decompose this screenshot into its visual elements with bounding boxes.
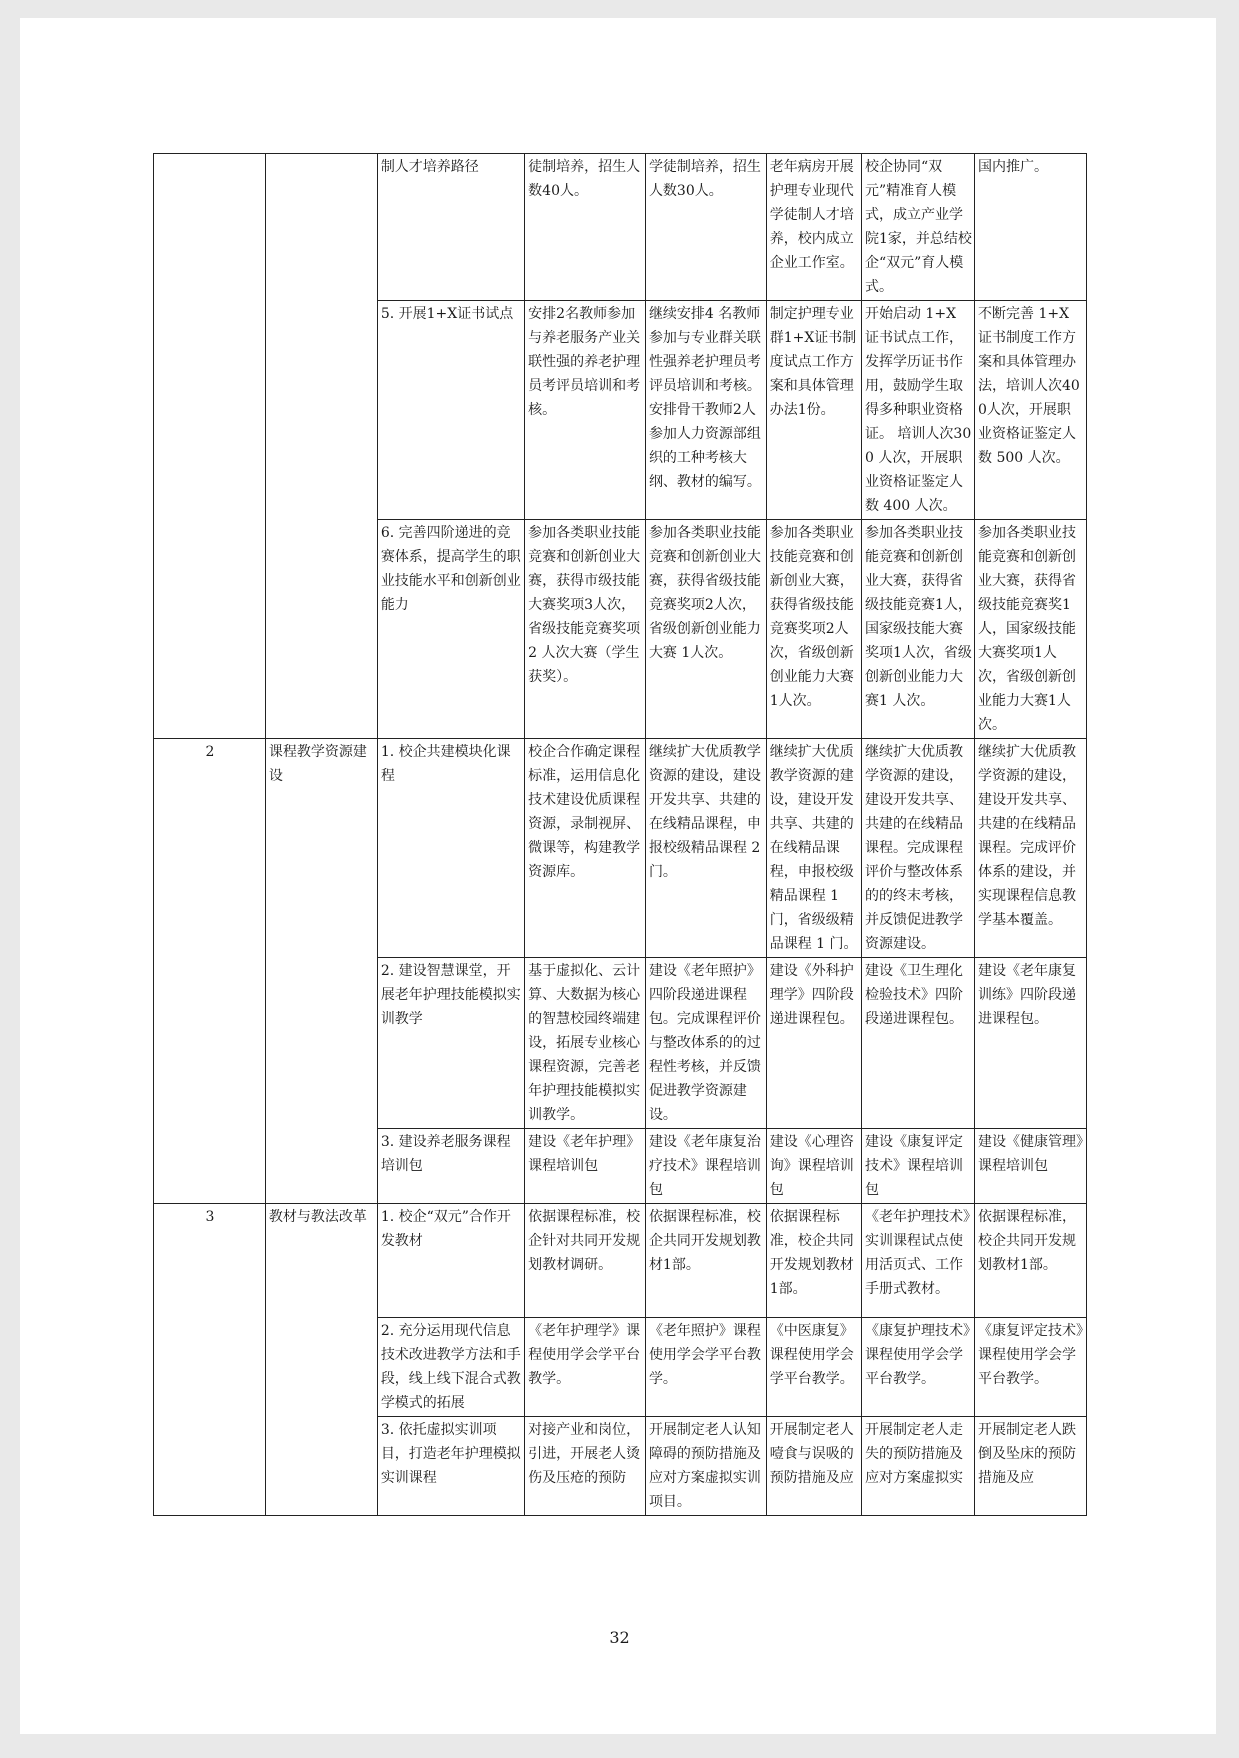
year3-cell: 开展制定老人噎食与误吸的预防措施及应 bbox=[766, 1417, 861, 1516]
year1-cell: 校企合作确定课程标准，运用信息化技术建设优质课程资源，录制视屏、微课等，构建教学资源库。 bbox=[525, 739, 646, 958]
year4-cell: 参加各类职业技能竞赛和创新创业大赛，获得省级技能竞赛1人，国家级技能大赛奖项1人次，省级创新创业能力大赛1 人次。 bbox=[861, 520, 974, 739]
project-no-cell: 2 bbox=[154, 739, 266, 1204]
task-cell: 制人才培养路径 bbox=[377, 154, 524, 301]
project-no-cell bbox=[154, 154, 266, 739]
year4-cell: 开始启动 1+X 证书试点工作，发挥学历证书作用，鼓励学生取得多种职业资格证。 培训人次300 人次，开展职业资格证鉴定人数 400 人次。 bbox=[861, 301, 974, 520]
table-row bbox=[154, 739, 1087, 958]
year3-cell: 建设《外科护理学》四阶段递进课程包。 bbox=[766, 958, 861, 1129]
project-no-cell: 3 bbox=[154, 1204, 266, 1516]
year5-cell: 开展制定老人跌倒及坠床的预防措施及应 bbox=[975, 1417, 1087, 1516]
year3-cell: 《中医康复》课程使用学会学平台教学。 bbox=[766, 1318, 861, 1417]
year4-cell: 《康复护理技术》课程使用学会学平台教学。 bbox=[861, 1318, 974, 1417]
year2-cell: 继续扩大优质教学资源的建设，建设开发共享、共建的在线精品课程，申报校级精品课程 2 门。 bbox=[645, 739, 766, 958]
year3-cell: 制定护理专业群1+X证书制度试点工作方案和具体管理办法1份。 bbox=[766, 301, 861, 520]
year1-cell: 《老年护理学》课程使用学会学平台教学。 bbox=[525, 1318, 646, 1417]
year5-cell: 不断完善 1+X 证书制度工作方案和具体管理办法，培训人次400人次，开展职业资格证鉴定人数 500 人次。 bbox=[975, 301, 1087, 520]
task-cell: 2. 建设智慧课堂，开展老年护理技能模拟实训教学 bbox=[377, 958, 524, 1129]
year4-cell: 校企协同“双元”精准育人模式，成立产业学院1家，并总结校企“双元”育人模式。 bbox=[861, 154, 974, 301]
document-page bbox=[20, 18, 1216, 1734]
year2-cell: 学徒制培养，招生人数30人。 bbox=[645, 154, 766, 301]
year4-cell: 建设《卫生理化检验技术》四阶段递进课程包。 bbox=[861, 958, 974, 1129]
year1-cell: 徒制培养，招生人数40人。 bbox=[525, 154, 646, 301]
year4-cell: 《老年护理技术》实训课程试点使用活页式、工作手册式教材。 bbox=[861, 1204, 974, 1318]
year1-cell: 对接产业和岗位，引进，开展老人烫伤及压疮的预防 bbox=[525, 1417, 646, 1516]
construction-plan-table bbox=[153, 153, 1087, 1516]
year4-cell: 建设《康复评定技术》课程培训包 bbox=[861, 1129, 974, 1204]
task-cell: 1. 校企共建模块化课程 bbox=[377, 739, 524, 958]
year2-cell: 依据课程标准，校企共同开发规划教材1部。 bbox=[645, 1204, 766, 1318]
year5-cell: 依据课程标准，校企共同开发规划教材1部。 bbox=[975, 1204, 1087, 1318]
year3-cell: 继续扩大优质教学资源的建设，建设开发共享、共建的在线精品课程，申报校级精品课程 1门，省级级精品课程 1 门。 bbox=[766, 739, 861, 958]
task-cell: 5. 开展1+X证书试点 bbox=[377, 301, 524, 520]
year5-cell: 国内推广。 bbox=[975, 154, 1087, 301]
project-name-cell: 课程教学资源建设 bbox=[265, 739, 377, 1204]
year2-cell: 《老年照护》课程使用学会学平台教学。 bbox=[645, 1318, 766, 1417]
year5-cell: 参加各类职业技能竞赛和创新创业大赛，获得省级技能竞赛奖1人，国家级技能大赛奖项1人次，省级创新创业能力大赛1人次。 bbox=[975, 520, 1087, 739]
year2-cell: 建设《老年照护》四阶段递进课程包。完成课程评价与整改体系的的过程性考核，并反馈促进教学资源建设。 bbox=[645, 958, 766, 1129]
year5-cell: 继续扩大优质教学资源的建设，建设开发共享、共建的在线精品课程。完成评价体系的建设，并实现课程信息教学基本覆盖。 bbox=[975, 739, 1087, 958]
task-cell: 2. 充分运用现代信息技术改进教学方法和手段，线上线下混合式教学模式的拓展 bbox=[377, 1318, 524, 1417]
page-number: 32 bbox=[609, 1628, 630, 1647]
task-cell: 3. 建设养老服务课程培训包 bbox=[377, 1129, 524, 1204]
table-row bbox=[154, 1204, 1087, 1318]
year5-cell: 建设《健康管理》课程培训包 bbox=[975, 1129, 1087, 1204]
year3-cell: 老年病房开展护理专业现代学徒制人才培养，校内成立企业工作室。 bbox=[766, 154, 861, 301]
task-cell: 3. 依托虚拟实训项目，打造老年护理模拟实训课程 bbox=[377, 1417, 524, 1516]
year2-cell: 参加各类职业技能竞赛和创新创业大赛，获得省级技能竞赛奖项2人次，省级创新创业能力大赛 1人次。 bbox=[645, 520, 766, 739]
year4-cell: 继续扩大优质教学资源的建设，建设开发共享、共建的在线精品课程。完成课程评价与整改体系的的终末考核，并反馈促进教学资源建设。 bbox=[861, 739, 974, 958]
task-cell: 6. 完善四阶递进的竞赛体系，提高学生的职业技能水平和创新创业能力 bbox=[377, 520, 524, 739]
year5-cell: 建设《老年康复训练》四阶段递进课程包。 bbox=[975, 958, 1087, 1129]
year1-cell: 建设《老年护理》课程培训包 bbox=[525, 1129, 646, 1204]
year3-cell: 建设《心理咨询》课程培训包 bbox=[766, 1129, 861, 1204]
project-name-cell: 教材与教法改革 bbox=[265, 1204, 377, 1516]
year2-cell: 开展制定老人认知障碍的预防措施及应对方案虚拟实训项目。 bbox=[645, 1417, 766, 1516]
year1-cell: 依据课程标准，校企针对共同开发规划教材调研。 bbox=[525, 1204, 646, 1318]
year1-cell: 基于虚拟化、云计算、大数据为核心的智慧校园终端建设，拓展专业核心课程资源，完善老年护理技能模拟实训教学。 bbox=[525, 958, 646, 1129]
year4-cell: 开展制定老人走失的预防措施及应对方案虚拟实 bbox=[861, 1417, 974, 1516]
year2-cell: 建设《老年康复治疗技术》课程培训包 bbox=[645, 1129, 766, 1204]
year3-cell: 参加各类职业技能竞赛和创新创业大赛，获得省级技能竞赛奖项2人次，省级创新创业能力大赛1人次。 bbox=[766, 520, 861, 739]
task-cell: 1. 校企“双元”合作开发教材 bbox=[377, 1204, 524, 1318]
year1-cell: 参加各类职业技能竞赛和创新创业大赛，获得市级技能大赛奖项3人次，省级技能竞赛奖项 2 人次大赛（学生获奖）。 bbox=[525, 520, 646, 739]
year2-cell: 继续安排4 名教师参加与专业群关联性强养老护理员考评员培训和考核。安排骨干教师2人参加人力资源部组织的工种考核大纲、教材的编写。 bbox=[645, 301, 766, 520]
year3-cell: 依据课程标准，校企共同开发规划教材1部。 bbox=[766, 1204, 861, 1318]
table-row bbox=[154, 154, 1087, 301]
project-name-cell bbox=[265, 154, 377, 739]
year1-cell: 安排2名教师参加与养老服务产业关联性强的养老护理员考评员培训和考核。 bbox=[525, 301, 646, 520]
year5-cell: 《康复评定技术》课程使用学会学平台教学。 bbox=[975, 1318, 1087, 1417]
